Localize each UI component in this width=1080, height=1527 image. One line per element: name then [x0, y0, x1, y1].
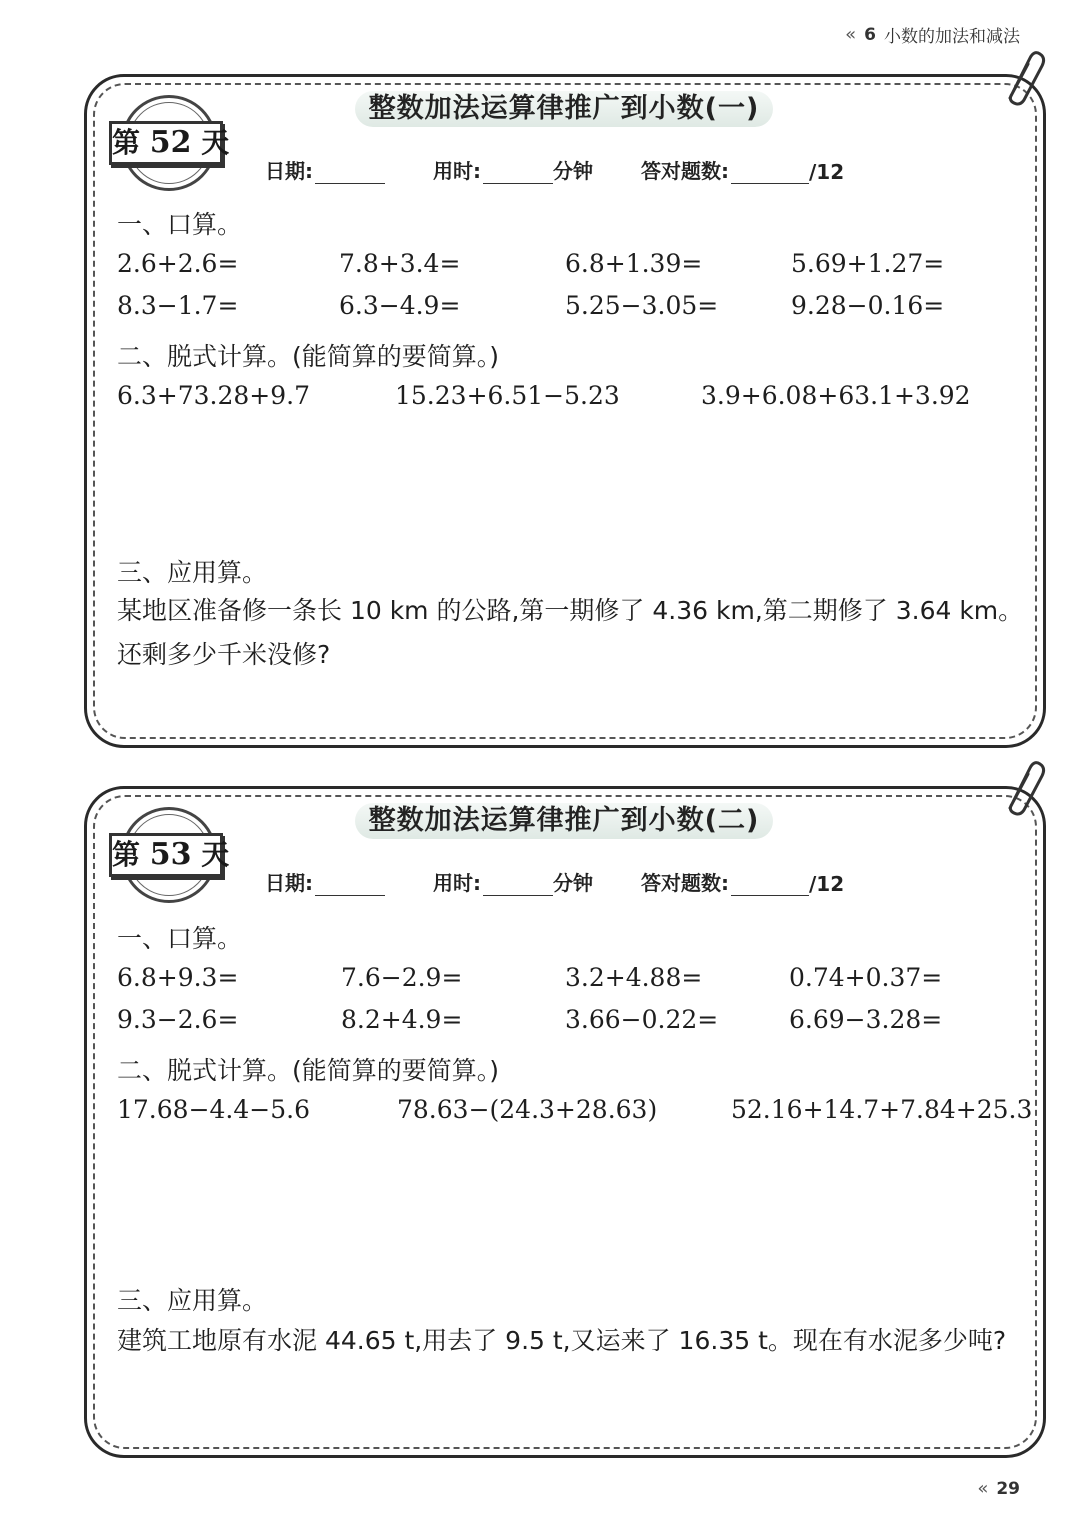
card-title: 整数加法运算律推广到小数(二): [355, 803, 773, 839]
score-blank[interactable]: [731, 877, 809, 896]
page-footer: [977, 1478, 1020, 1499]
day-badge: [109, 95, 229, 195]
calc-item: 52.16+14.7+7.84+25.3: [731, 1095, 1033, 1124]
oral-item: 9.3−2.6=: [117, 1005, 239, 1034]
date-label: 日期:: [265, 871, 313, 895]
oral-item: 5.69+1.27=: [791, 249, 945, 278]
day-label: [109, 121, 230, 165]
calc-item: 3.9+6.08+63.1+3.92: [701, 381, 971, 410]
paper-clip-icon: [996, 758, 1046, 818]
oral-item: 3.2+4.88=: [565, 963, 703, 992]
chapter-title: 小数的加法和减法: [884, 27, 1020, 47]
info-row: [265, 155, 892, 184]
oral-item: 6.3−4.9=: [339, 291, 461, 320]
page-number: 29: [996, 1478, 1020, 1499]
oral-item: 9.28−0.16=: [791, 291, 945, 320]
section-calc-heading: 二、脱式计算。(能简算的要简算。): [117, 1056, 500, 1085]
word-problem-line-1: 某地区准备修一条长 10 km 的公路,第一期修了 4.36 km,第二期修了 3.64 km。: [117, 596, 1024, 625]
day-prefix: 第: [112, 126, 141, 159]
section-word-heading: 三、应用算。: [117, 558, 268, 587]
score-label: 答对题数:: [641, 871, 729, 895]
oral-row-1: [117, 963, 1017, 995]
day-suffix: 天: [201, 838, 230, 871]
page-header: [845, 22, 1020, 47]
word-problem-line-2: 还剩多少千米没修?: [117, 640, 331, 669]
time-label: 用时:: [433, 871, 481, 895]
day-prefix: 第: [112, 838, 141, 871]
date-blank[interactable]: [315, 165, 385, 184]
double-chevron-left-icon: «: [845, 24, 857, 45]
section-oral-heading: 一、口算。: [117, 924, 243, 953]
section-word-heading: 三、应用算。: [117, 1286, 268, 1315]
paper-clip-icon: [996, 48, 1046, 108]
oral-item: 2.6+2.6=: [117, 249, 239, 278]
day-number: 53: [149, 837, 192, 872]
oral-row-1: [117, 249, 1017, 281]
oral-row-2: [117, 1005, 1017, 1037]
chapter-number: 6: [864, 24, 876, 45]
day-number: 52: [149, 125, 192, 160]
info-row: [265, 867, 892, 896]
score-label: 答对题数:: [641, 159, 729, 183]
word-problem-line-1: 建筑工地原有水泥 44.65 t,用去了 9.5 t,又运来了 16.35 t。现在有水泥多少吨?: [117, 1326, 1007, 1355]
oral-item: 3.66−0.22=: [565, 1005, 719, 1034]
score-blank[interactable]: [731, 165, 809, 184]
score-total: /12: [809, 872, 845, 896]
time-blank[interactable]: [483, 877, 553, 896]
calc-item: 78.63−(24.3+28.63): [397, 1095, 658, 1124]
score-total: /12: [809, 160, 845, 184]
card-title: 整数加法运算律推广到小数(一): [355, 91, 773, 127]
oral-item: 8.3−1.7=: [117, 291, 239, 320]
time-label: 用时:: [433, 159, 481, 183]
oral-item: 6.69−3.28=: [789, 1005, 943, 1034]
oral-item: 7.8+3.4=: [339, 249, 461, 278]
day-badge: [109, 807, 229, 907]
time-unit: 分钟: [553, 159, 593, 183]
date-blank[interactable]: [315, 877, 385, 896]
calc-item: 17.68−4.4−5.6: [117, 1095, 310, 1124]
time-unit: 分钟: [553, 871, 593, 895]
date-label: 日期:: [265, 159, 313, 183]
calc-row: [117, 381, 1017, 413]
time-blank[interactable]: [483, 165, 553, 184]
calc-item: 15.23+6.51−5.23: [395, 381, 620, 410]
double-chevron-left-icon: «: [977, 1478, 989, 1499]
oral-row-2: [117, 291, 1017, 323]
worksheet-card-day-52: [84, 74, 1046, 748]
section-calc-heading: 二、脱式计算。(能简算的要简算。): [117, 342, 500, 371]
oral-item: 7.6−2.9=: [341, 963, 463, 992]
worksheet-card-day-53: [84, 786, 1046, 1458]
section-oral-heading: 一、口算。: [117, 210, 243, 239]
oral-item: 6.8+1.39=: [565, 249, 703, 278]
calc-item: 6.3+73.28+9.7: [117, 381, 310, 410]
day-suffix: 天: [201, 126, 230, 159]
day-label: [109, 833, 230, 877]
oral-item: 8.2+4.9=: [341, 1005, 463, 1034]
calc-row: [117, 1095, 1033, 1127]
oral-item: 6.8+9.3=: [117, 963, 239, 992]
oral-item: 0.74+0.37=: [789, 963, 943, 992]
oral-item: 5.25−3.05=: [565, 291, 719, 320]
